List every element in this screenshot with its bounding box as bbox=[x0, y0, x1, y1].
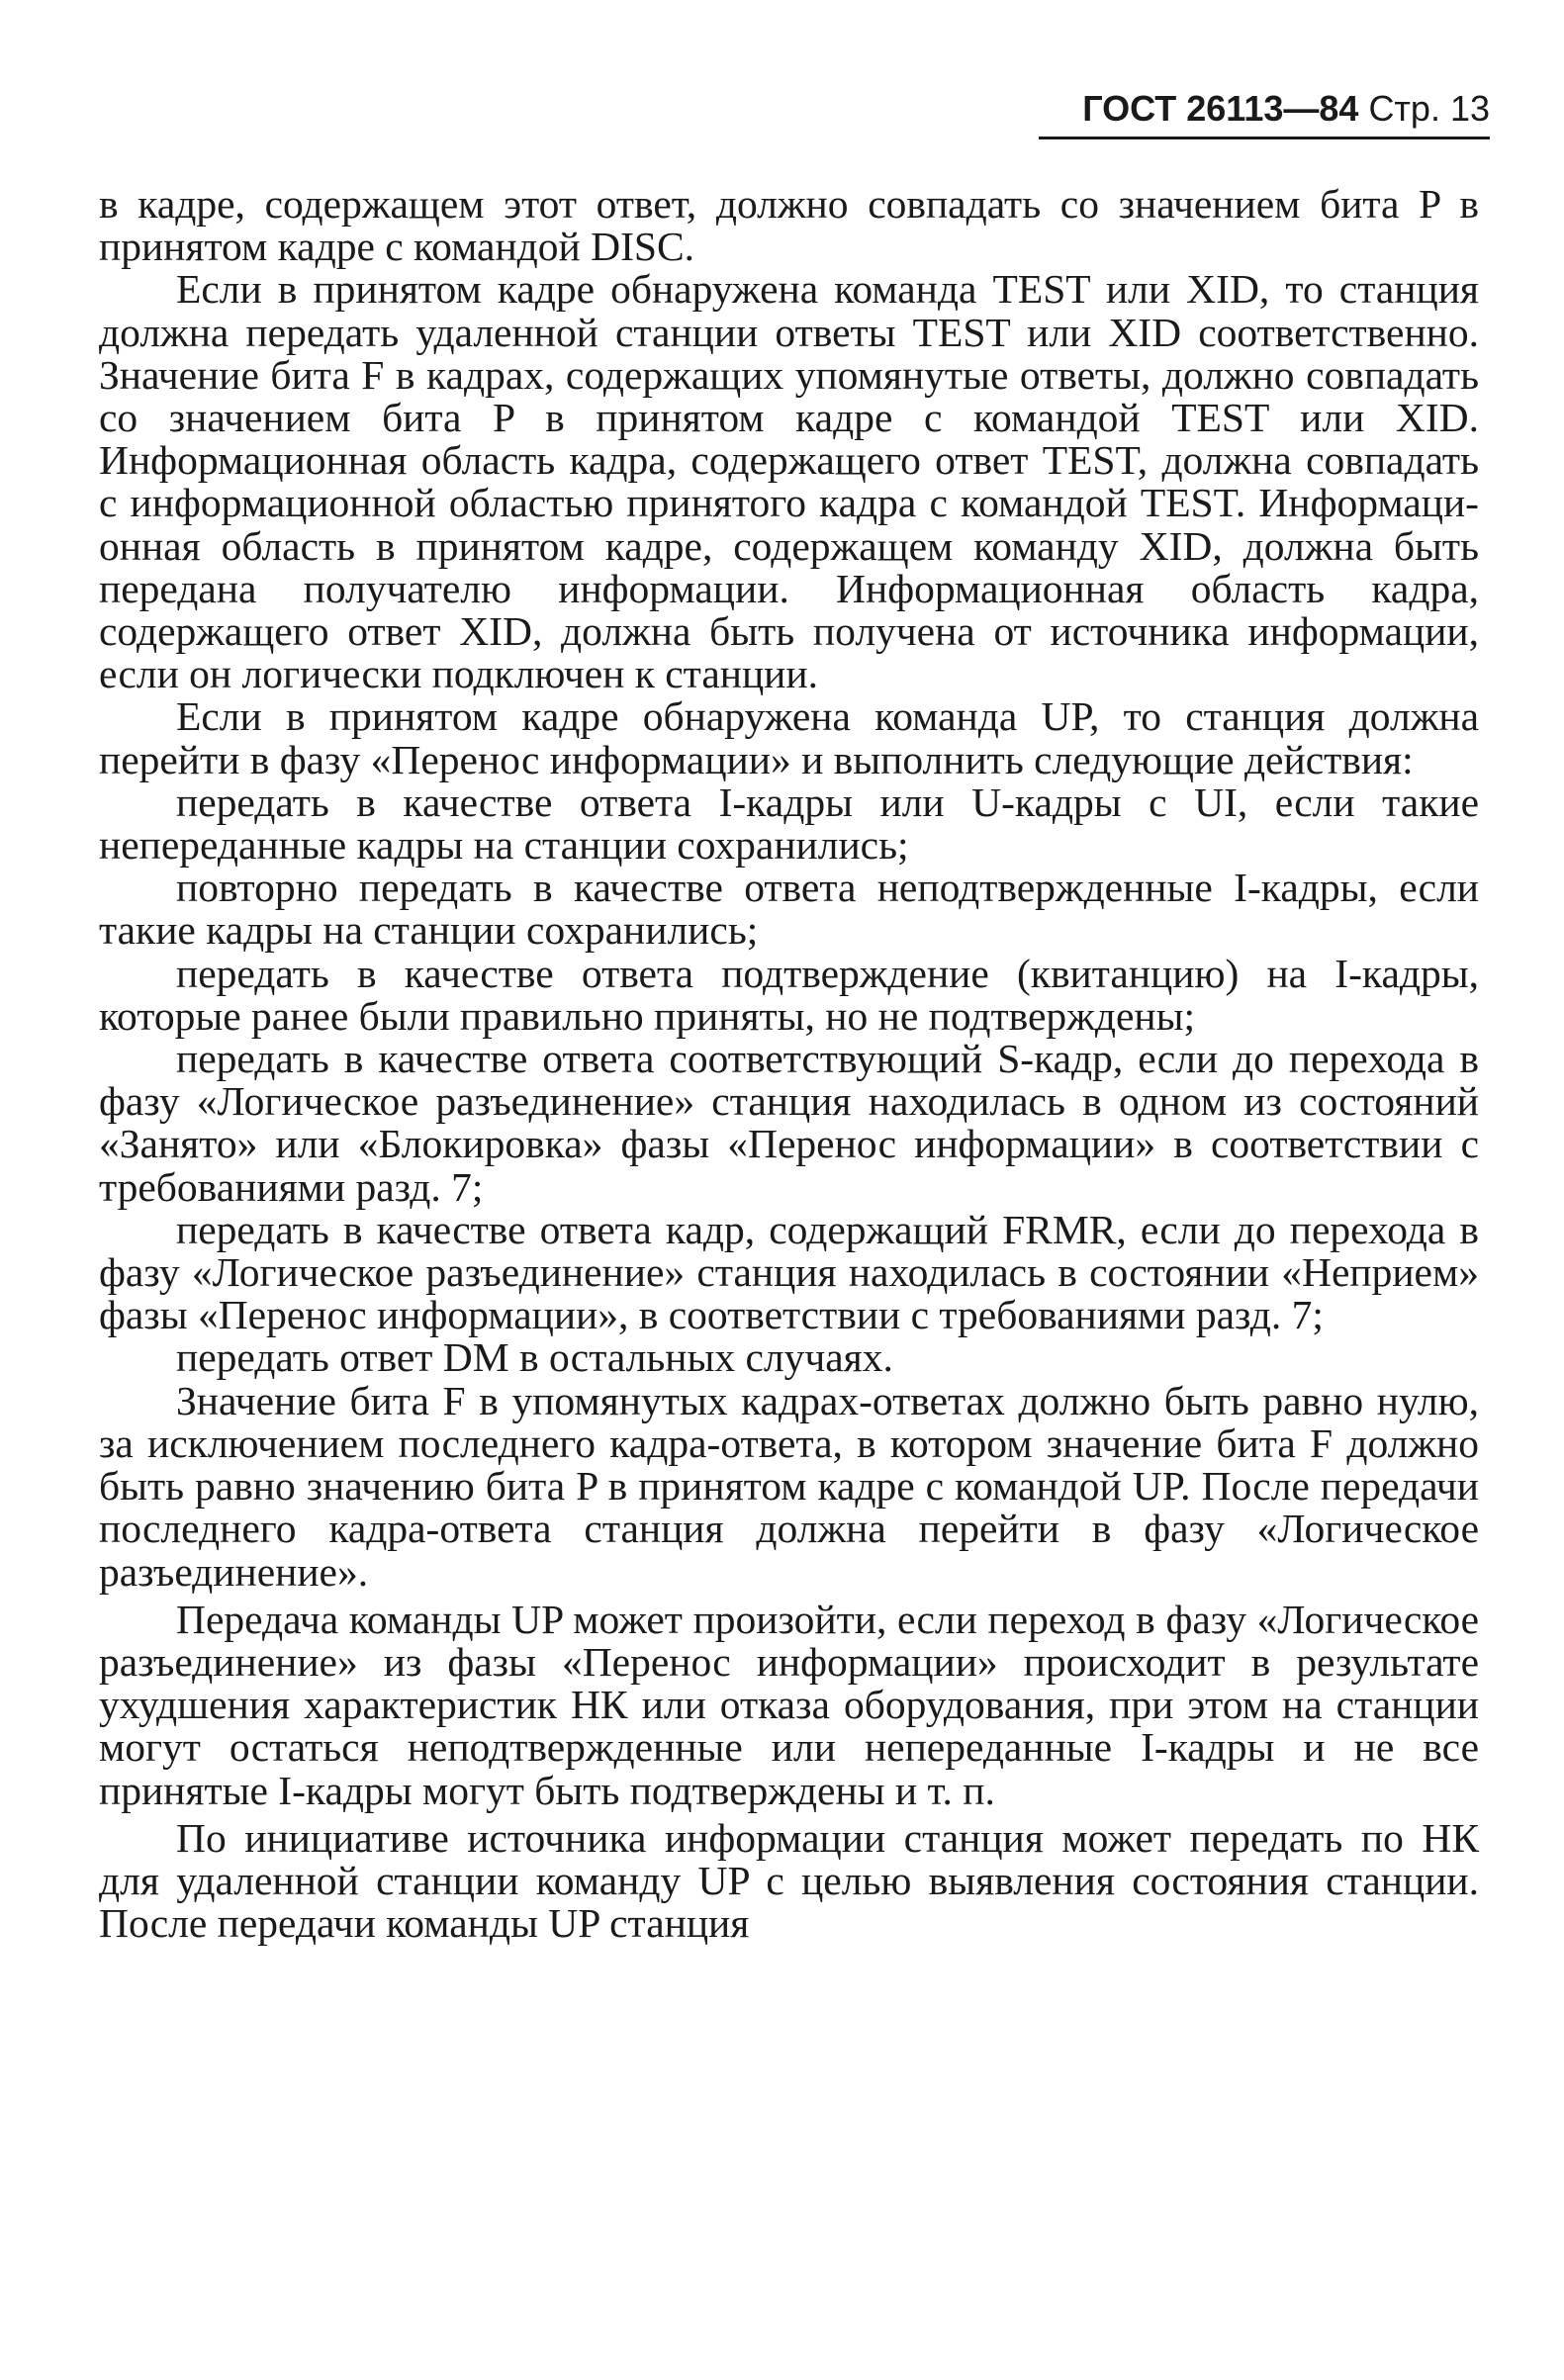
paragraph: Если в принятом кадре обнаружена команда TEST или XID, то станция должна передать удаленной станции ответы TEST или XID соответственно. Значение бита F в кадрах, содержащих упомянутые ответы, должно совпадать со значением бита P в принятом кадре с командой TEST или XID. Информационная область кадра, содержащего ответ TEST, должна совпадать с информационной областью принятого кадра с командой TEST. Информационная область в принятом кадре, содержащем команду XID, должна быть передана получателю информации. Информационная область кадра, содержащего ответ XID, должна быть получена от источника информации, если он логически подключен к станции. bbox=[99, 266, 1479, 697]
paragraph: в кадре, содержащем этот ответ, должно совпадать со значением бита P в принятом кадре с командой DISC. bbox=[99, 181, 1479, 270]
standard-number: ГОСТ 26113—84 bbox=[1082, 88, 1359, 129]
page-number: Стр. 13 bbox=[1368, 88, 1490, 129]
paragraph: Значение бита F в упомянутых кадрах-ответах должно быть равно нулю, за исключением последнего кадра-ответа, в котором значение бита F должно быть равно значению бита P в принятом кадре с командой UP. После передачи последнего кадра-ответа станция должна перейти в фазу «Логическое разъединение». bbox=[99, 1377, 1479, 1595]
list-item: передать в качестве ответа кадр, содержащий FRMR, если до перехода в фазу «Логическое разъединение» станция находилась в состоянии «Неприем» фазы «Перенос информации», в соответствии с требованиями разд. 7; bbox=[99, 1206, 1479, 1338]
list-item: передать в качестве ответа I-кадры или U-кадры с UI, если такие непереданные кадры на станции сохранились; bbox=[99, 778, 1479, 869]
list-item: передать ответ DM в остальных случаях. bbox=[176, 1334, 893, 1381]
document-body bbox=[99, 183, 1479, 1945]
list-item: передать в качестве ответа подтверждение (квитанцию) на I-кадры, которые ранее были правильно приняты, но не подтверждены; bbox=[99, 950, 1479, 1039]
paragraph: Если в принятом кадре обнаружена команда UP, то станция должна перейти в фазу «Перенос информации» и выполнить следующие действия: bbox=[99, 693, 1479, 782]
paragraph: По инициативе источника информации станция может передать по НК для удаленной станции команду UP с целью выявления состояния станции. После передачи команды UP станция bbox=[99, 1814, 1479, 1947]
paragraph: Передача команды UP может произойти, если переход в фазу «Логическое разъединение» из фазы «Перенос информации» происходит в результате ухудшения характеристик НК или отказа оборудования, при этом на станции могут остаться неподтвержденные или непереданные I-кадры и не все принятые I-кадры могут быть подтверждены и т. п. bbox=[99, 1596, 1479, 1813]
list-item: повторно передать в качестве ответа неподтвержденные I-кадры, если такие кадры на станции сохранились; bbox=[99, 865, 1479, 954]
list-item: передать в качестве ответа соответствующий S-кадр, если до перехода в фазу «Логическое разъединение» станция находилась в одном из состояний «Занято» или «Блокировка» фазы «Перенос информации» в соответствии с требованиями разд. 7; bbox=[99, 1036, 1479, 1210]
page-header bbox=[1039, 87, 1490, 139]
